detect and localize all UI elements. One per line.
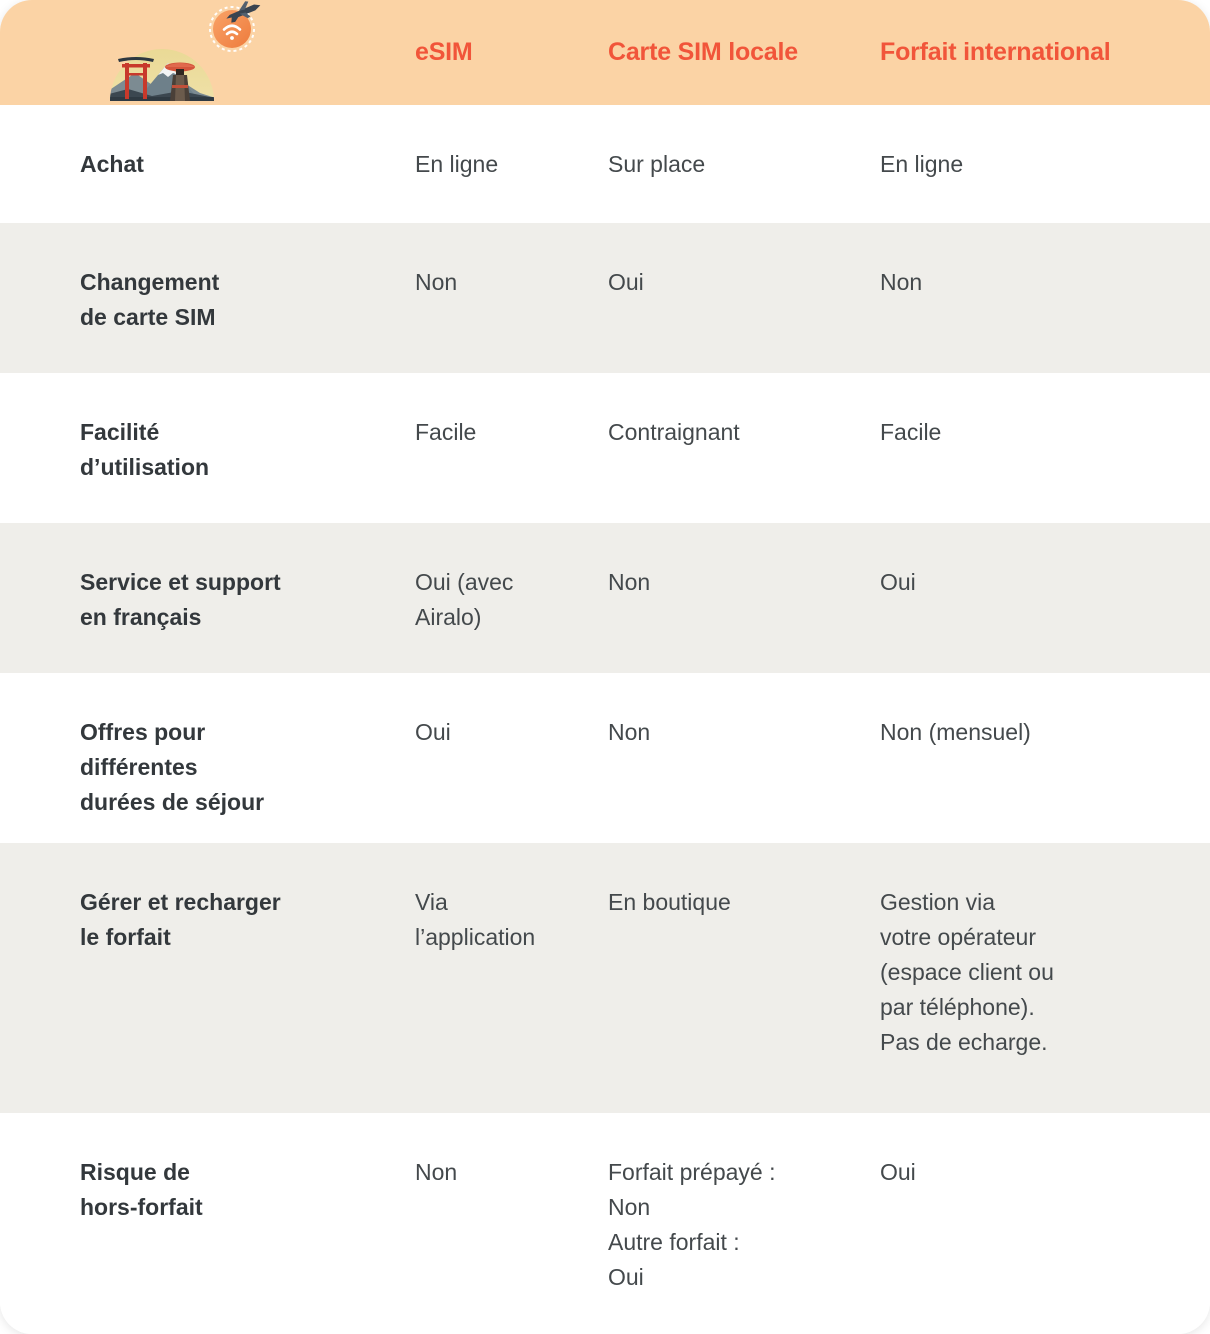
cell-esim: Oui (avec Airalo) [415,569,514,630]
wifi-badge-icon [210,7,254,51]
cell-esim: En ligne [415,151,499,177]
cell-carte-sim-locale: Sur place [608,151,706,177]
cell-carte-sim-locale: Oui [608,269,644,295]
cell-esim: Facile [415,419,477,445]
table-row [0,105,1210,223]
row-label: Offres pour différentes durées de séjour [80,719,265,815]
table-row [0,673,1210,843]
row-label: Service et support en français [80,569,281,630]
table-row [0,1113,1210,1334]
row-label: Risque de hors-forfait [80,1159,203,1220]
cell-esim: Non [415,1159,458,1185]
cell-forfait-international: En ligne [880,151,964,177]
column-header-forfait-international-label: Forfait international [880,38,1111,66]
table-body [0,105,1210,1334]
cell-forfait-international: Non (mensuel) [880,719,1031,745]
cell-forfait-international: Non [880,269,923,295]
cell-carte-sim-locale: Contraignant [608,419,740,445]
cell-forfait-international: Gestion via votre opérateur (espace client ou par téléphone). Pas de echarge. [880,889,1054,1055]
column-header-esim [415,0,473,105]
row-label: Changement de carte SIM [80,269,220,330]
column-header-carte-sim-locale [608,0,798,105]
japan-travel-illustration-icon [80,1,270,113]
column-header-esim-label: eSIM [415,38,473,66]
cell-carte-sim-locale: Non [608,719,651,745]
cell-carte-sim-locale: En boutique [608,889,731,915]
cell-forfait-international: Oui [880,1159,916,1185]
cell-forfait-international: Facile [880,419,942,445]
column-header-carte-sim-locale-label: Carte SIM locale [608,38,798,66]
row-label: Gérer et recharger le forfait [80,889,281,950]
cell-esim: Via l’application [415,889,536,950]
cell-esim: Oui [415,719,451,745]
cell-esim: Non [415,269,458,295]
column-header-forfait-international [880,0,1111,105]
row-label: Facilité d’utilisation [80,419,210,480]
row-label: Achat [80,151,144,177]
table-row [0,373,1210,523]
cell-forfait-international: Oui [880,569,916,595]
cell-carte-sim-locale: Forfait prépayé : Non Autre forfait : Oui [608,1159,776,1290]
table-row [0,523,1210,673]
table-header-row [0,0,1210,105]
table-row [0,843,1210,1113]
cell-carte-sim-locale: Non [608,569,651,595]
table-row [0,223,1210,373]
